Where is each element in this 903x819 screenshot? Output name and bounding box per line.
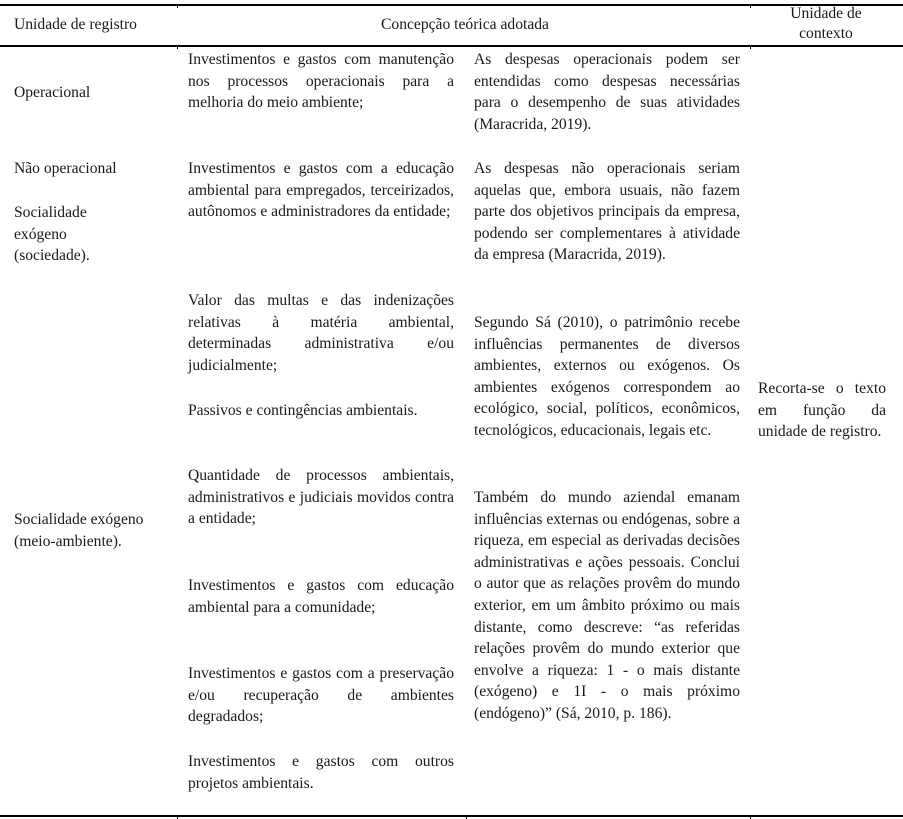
header-unidade-contexto: [752, 4, 900, 44]
concepcao-item-5: Quantidade de processos ambientais, administrativos e judiciais movidos contra a entidade;: [188, 467, 454, 528]
registro-socialidade-sociedade: Socialidade exógeno (sociedade).: [14, 204, 90, 265]
column-tick: [177, 4, 178, 8]
concepcao-item-8: Investimentos e gastos com outros projetos ambientais.: [188, 753, 454, 792]
header-bottom-rule: [0, 45, 903, 47]
header-concepcao-teorica: Concepção teórica adotada: [381, 16, 549, 33]
concepcao-item-6: Investimentos e gastos com educação ambiental para a comunidade;: [188, 577, 454, 616]
concepcao-item-1: Investimentos e gastos com manutenção nos processos operacionais para a melhoria do meio ambiente;: [188, 51, 454, 112]
concepcao-explicacao-2: As despesas não operacionais seriam aquelas que, embora usuais, não fazem parte dos objetivos principais da empresa, podendo ser complementares à atividade da empresa (Maracrida, 2019).: [474, 160, 740, 264]
column-tick: [466, 815, 467, 819]
column-tick: [750, 4, 751, 8]
registro-nao-operacional: Não operacional: [14, 160, 117, 177]
header-unidade-registro: Unidade de registro: [14, 16, 137, 33]
column-tick: [750, 45, 751, 49]
column-tick: [177, 45, 178, 49]
concepcao-item-3: Valor das multas e das indenizações relativas à matéria ambiental, determinadas administrativa e/ou judicialmente;: [188, 292, 454, 374]
concepcao-item-4: Passivos e contingências ambientais.: [188, 402, 418, 419]
column-tick: [177, 815, 178, 819]
registro-socialidade-meio-ambiente: Socialidade exógeno (meio-ambiente).: [14, 511, 144, 550]
contexto-texto: Recorta-se o texto em função da unidade de registro.: [758, 380, 886, 441]
concepcao-item-2: Investimentos e gastos com a educação ambiental para empregados, terceirizados, autônomos e administradores da entidade;: [188, 160, 454, 221]
concepcao-explicacao-1: As despesas operacionais podem ser entendidas como despesas necessárias para o desempenho de suas atividades (Maracrida, 2019).: [474, 51, 740, 133]
concepcao-item-7: Investimentos e gastos com a preservação e/ou recuperação de ambientes degradados;: [188, 665, 454, 726]
column-tick: [750, 815, 751, 819]
header-unidade-contexto-line2: contexto: [799, 25, 853, 42]
header-unidade-contexto-line1: Unidade de: [790, 5, 862, 22]
table-bottom-rule: [0, 815, 903, 817]
registro-operacional: Operacional: [14, 84, 91, 101]
concepcao-explicacao-3: Segundo Sá (2010), o patrimônio recebe influências permanentes de diversos ambientes, externos ou exógenos. Os ambientes exógenos correspondem ao ecológico, social, políticos, econômicos, tecnológicos, educacionais, legais etc.: [474, 314, 740, 439]
concepcao-explicacao-4: Também do mundo aziendal emanam influências externas ou endógenas, sobre a riqueza, em especial as derivadas decisões administrativas e ações pessoais. Conclui o autor que as relações provêm do mundo exterior, em um âmbito próximo ou mais distante, como descreve: “as referidas relações provêm do mundo exterior que envolve a riqueza: 1 - o mais distante (exógeno) e 1I - o mais próximo (endógeno)” (Sá, 2010, p. 186).: [474, 489, 740, 722]
